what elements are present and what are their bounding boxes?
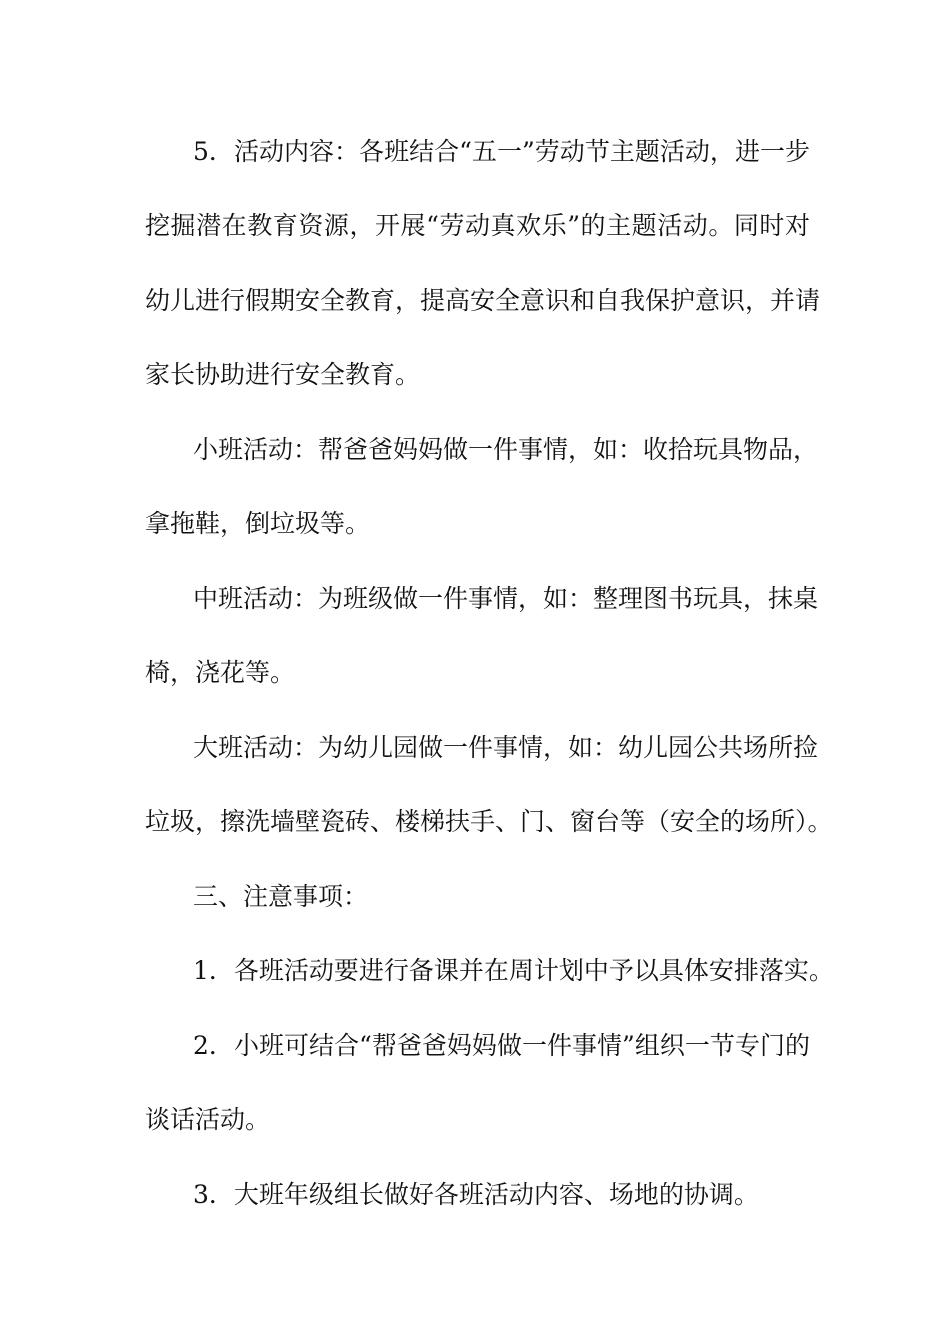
paragraph-activity-content-line-3: 幼儿进行假期安全教育，提高安全意识和自我保护意识，并请 [145, 286, 821, 315]
paragraph-large-class-line-1: 大班活动：为幼儿园做一件事情，如：幼儿园公共场所捡 [193, 733, 819, 762]
paragraph-middle-class-line-1: 中班活动：为班级做一件事情，如：整理图书玩具，抹桌 [193, 584, 819, 613]
paragraph-activity-content-line-4: 家长协助进行安全教育。 [145, 360, 421, 389]
paragraph-activity-content-line-2: 挖掘潜在教育资源，开展“劳动真欢乐”的主题活动。同时对 [145, 211, 810, 240]
note-item-3: 3．大班年级组长做好各班活动内容、场地的协调。 [193, 1180, 759, 1209]
paragraph-large-class-line-2: 垃圾，擦洗墙壁瓷砖、楼梯扶手、门、窗台等（安全的场所）。 [145, 807, 833, 836]
section-heading-notes: 三、注意事项： [193, 882, 369, 911]
paragraph-small-class-line-1: 小班活动：帮爸爸妈妈做一件事情，如：收拾玩具物品， [193, 435, 819, 464]
note-item-2-line-1: 2．小班可结合“帮爸爸妈妈做一件事情”组织一节专门的 [193, 1031, 810, 1060]
paragraph-middle-class-line-2: 椅，浇花等。 [145, 658, 296, 687]
paragraph-small-class-line-2: 拿拖鞋，倒垃圾等。 [145, 509, 371, 538]
note-item-1: 1．各班活动要进行备课并在周计划中予以具体安排落实。 [193, 956, 834, 985]
paragraph-activity-content-line-1: 5．活动内容：各班结合“五一”劳动节主题活动，进一步 [193, 137, 810, 166]
note-item-2-line-2: 谈话活动。 [145, 1105, 271, 1134]
